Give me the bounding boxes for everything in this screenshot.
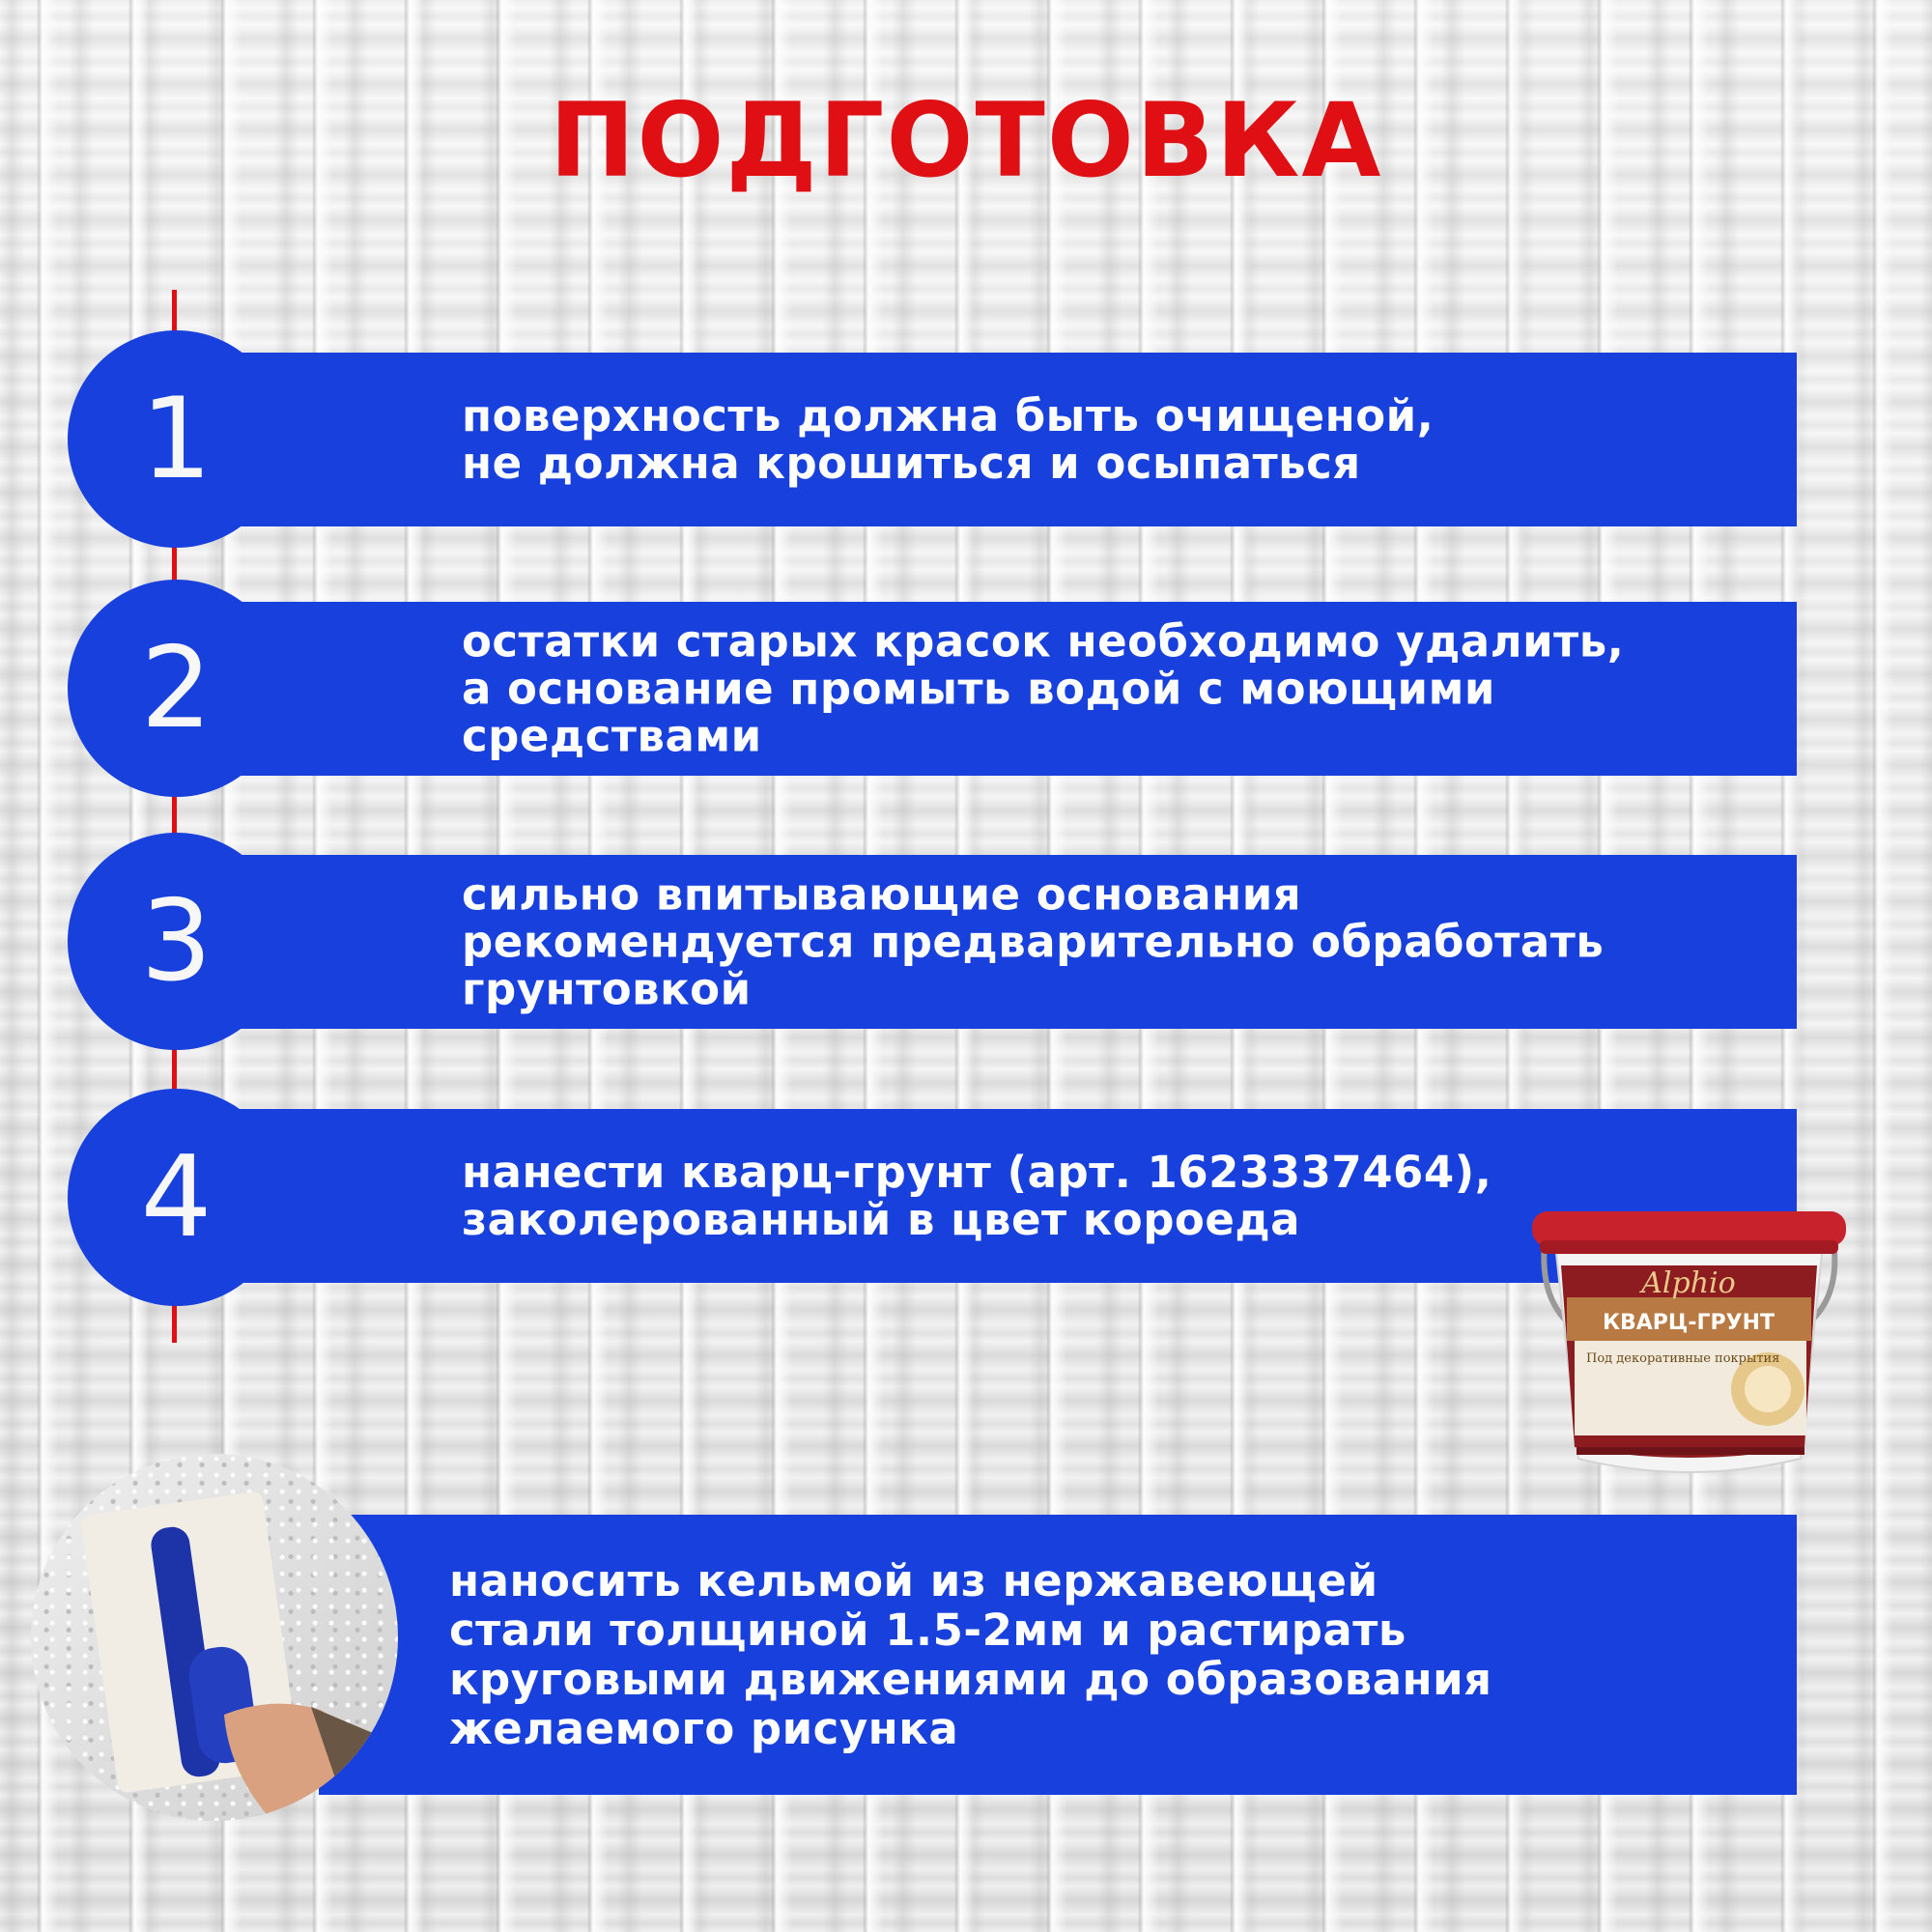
step-4-text: нанести кварц-грунт (арт. 1623337464), заколерованный в цвет короеда [462, 1147, 1492, 1245]
product-brand: Alphio [1641, 1266, 1736, 1300]
page-title: ПОДГОТОВКА [549, 81, 1383, 200]
product-name: КВАРЦ-ГРУНТ [1603, 1311, 1775, 1335]
final-step-text: наносить кельмой из нержавеющей стали толщиной 1.5-2мм и растирать круговыми движениями до образования желаемого рисунка [449, 1555, 1492, 1754]
step-3-number: 3 [140, 875, 213, 1007]
step-3-text: сильно впитывающие основания рекомендуется предварительно обработать грунтовкой [462, 868, 1605, 1015]
step-3-bar [164, 855, 1797, 1029]
final-step-bar [319, 1515, 1797, 1795]
product-bucket-image [1528, 1206, 1850, 1481]
trowel-photo [31, 1454, 398, 1821]
step-4-circle [68, 1089, 285, 1306]
step-1-bar [164, 353, 1797, 526]
step-2-number: 2 [140, 622, 213, 753]
step-1-number: 1 [140, 373, 213, 504]
step-1-circle [68, 330, 285, 548]
step-2-text: остатки старых красок необходимо удалить, а основание промыть водой с моющими средствами [462, 615, 1625, 762]
product-subtitle: Под декоративные покрытия [1586, 1351, 1780, 1366]
step-2-bar [164, 602, 1797, 776]
step-4-number: 4 [140, 1131, 213, 1263]
step-2-circle [68, 580, 285, 797]
step-1-text: поверхность должна быть очищеной, не должна крошиться и осыпаться [462, 390, 1435, 489]
step-3-circle [68, 833, 285, 1050]
